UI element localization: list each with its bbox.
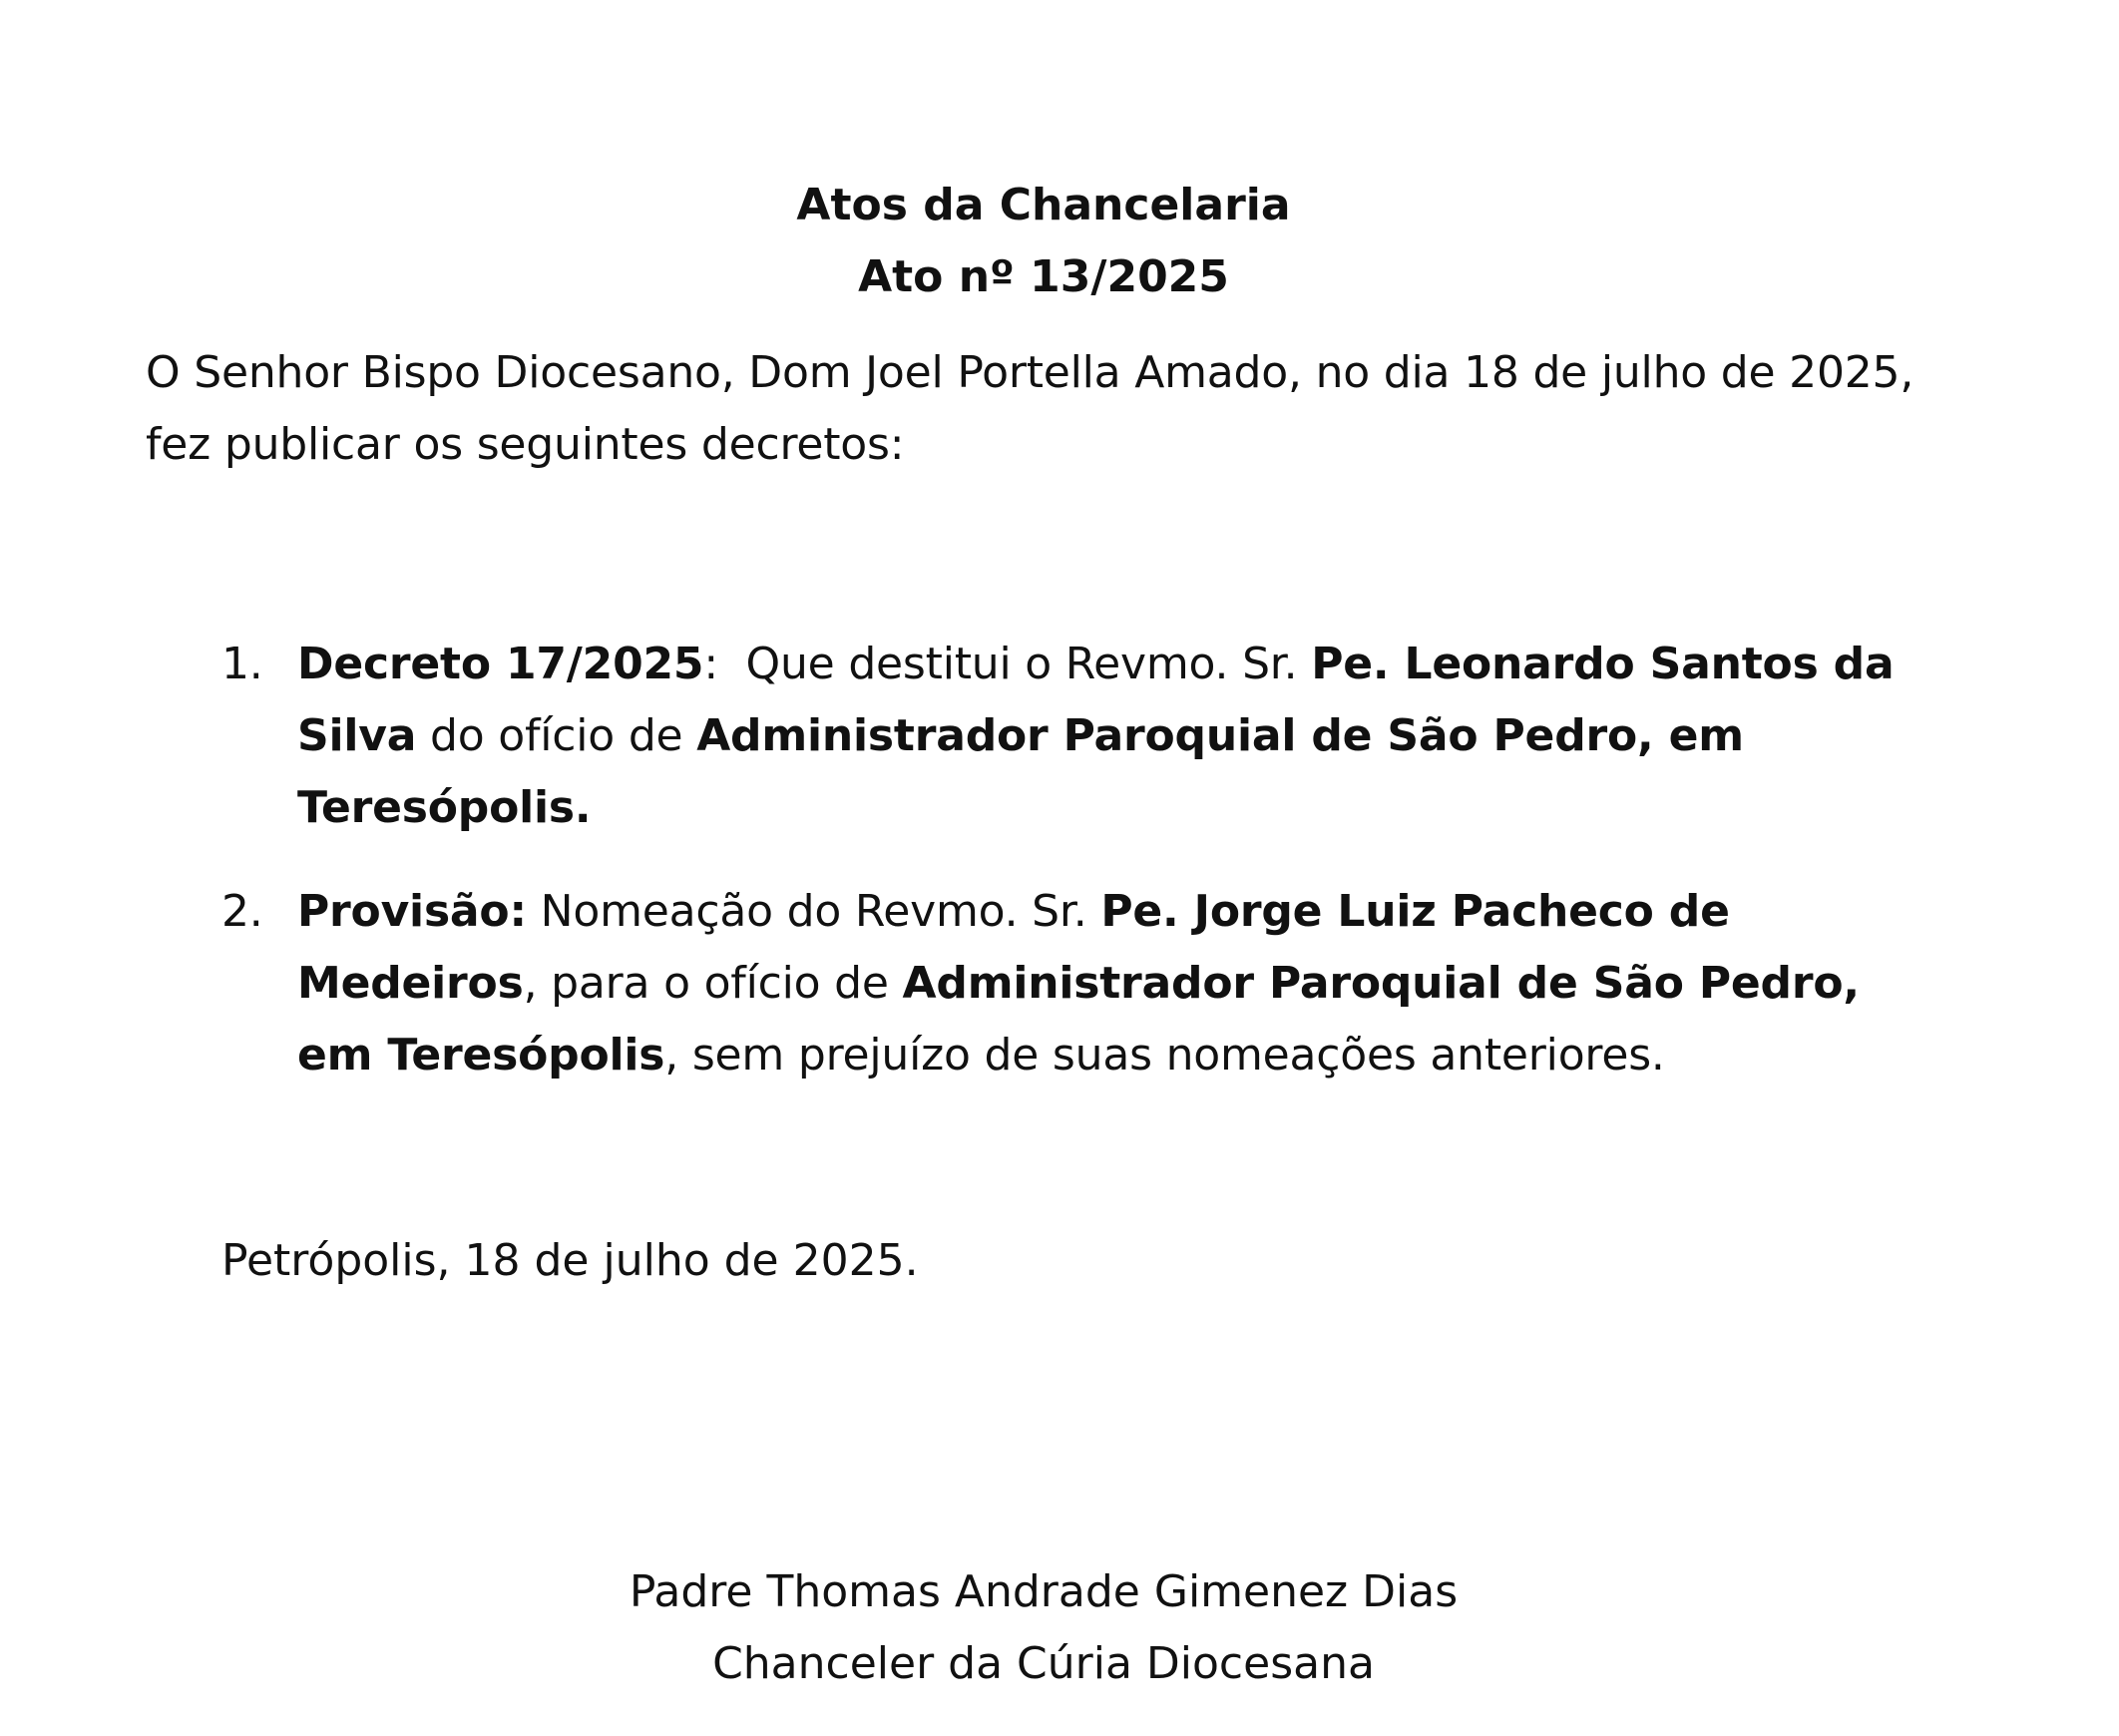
decree-text: do ofício de: [416, 710, 697, 761]
decree-label: Decreto 17/2025: [297, 639, 704, 689]
place-and-date: Petrópolis, 18 de julho de 2025.: [221, 1235, 919, 1286]
signatory-role: Chanceler da Cúria Diocesana: [712, 1638, 1375, 1689]
intro-paragraph: [146, 337, 1941, 481]
decree-office: Administrador Paroquial de São Pedro, em Teresópolis: [297, 958, 1860, 1081]
intro-line-2: fez publicar os seguintes decretos:: [146, 419, 905, 470]
decree-text: Que destitui o Revmo. Sr.: [745, 639, 1312, 689]
document-title: Atos da Chancelaria: [796, 180, 1291, 230]
decree-text: Nomeação do Revmo. Sr.: [540, 886, 1101, 937]
decree-label: Provisão:: [297, 886, 527, 937]
signature-block: [146, 1556, 1941, 1700]
list-item: [146, 876, 1941, 1091]
decree-office: Administrador Paroquial de São Pedro, em Teresópolis.: [297, 710, 1744, 833]
decree-number: 2.: [221, 886, 263, 937]
list-item: [146, 629, 1941, 844]
signatory-name: Padre Thomas Andrade Gimenez Dias: [629, 1566, 1459, 1617]
decree-separator: [527, 886, 541, 937]
decree-text: , para o ofício de: [523, 958, 903, 1009]
act-number: Ato nº 13/2025: [858, 251, 1229, 302]
decree-text: , sem prejuízo de suas nomeações anteriores.: [664, 1030, 1665, 1081]
decree-list: [146, 629, 1941, 1091]
decree-separator: :: [703, 639, 746, 689]
decree-person-name: Pe. Leonardo Santos da Silva: [297, 639, 1895, 761]
document-page: [146, 170, 1941, 1700]
decree-person-name: Pe. Jorge Luiz Pacheco de Medeiros: [297, 886, 1730, 1009]
intro-line-1: O Senhor Bispo Diocesano, Dom Joel Portella Amado, no dia 18 de julho de 2025,: [146, 347, 1914, 398]
decree-number: 1.: [221, 639, 263, 689]
